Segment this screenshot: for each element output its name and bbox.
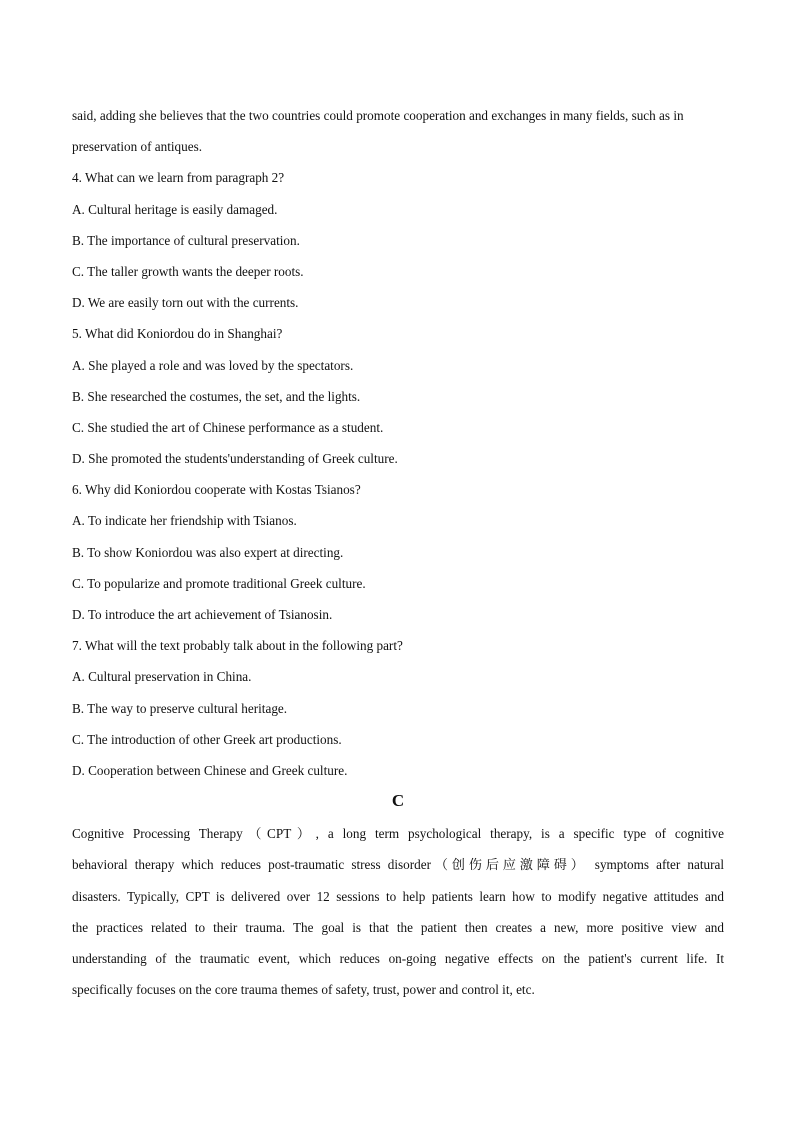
question-stem: 5. What did Koniordou do in Shanghai? bbox=[72, 326, 283, 342]
option-a: A. Cultural heritage is easily damaged. bbox=[72, 201, 278, 217]
question-5 bbox=[72, 318, 724, 474]
option-a: A. She played a role and was loved by the spectators. bbox=[72, 357, 354, 373]
paragraph-line: disasters. Typically, CPT is delivered over 12 sessions to help patients learn how to modify negative attitudes and bbox=[72, 888, 724, 904]
option-c: C. To popularize and promote traditional Greek culture. bbox=[72, 575, 366, 591]
option-c: C. She studied the art of Chinese performance as a student. bbox=[72, 419, 384, 435]
paragraph-line: Cognitive Processing Therapy（CPT）, a long term psychological therapy, is a specific type of cognitive bbox=[72, 826, 724, 842]
question-6 bbox=[72, 474, 724, 630]
paragraph-line: understanding of the traumatic event, which reduces on-going negative effects on the patient's current life. It bbox=[72, 950, 724, 966]
option-a: A. Cultural preservation in China. bbox=[72, 669, 252, 685]
option-d: D. She promoted the students'understanding of Greek culture. bbox=[72, 451, 398, 467]
paragraph-line: specifically focuses on the core trauma themes of safety, trust, power and control it, etc. bbox=[72, 982, 535, 998]
option-d: D. We are easily torn out with the currents. bbox=[72, 295, 299, 311]
document-page bbox=[72, 100, 724, 1005]
paragraph-line: behavioral therapy which reduces post-traumatic stress disorder（创伤后应激障碍） symptoms after natural bbox=[72, 857, 724, 873]
section-c-paragraph bbox=[72, 818, 724, 1005]
question-stem: 6. Why did Koniordou cooperate with Kostas Tsianos? bbox=[72, 482, 361, 498]
option-b: B. To show Koniordou was also expert at directing. bbox=[72, 544, 344, 560]
question-stem: 4. What can we learn from paragraph 2? bbox=[72, 170, 285, 186]
option-c: C. The introduction of other Greek art productions. bbox=[72, 731, 342, 747]
paragraph-line: the practices related to their trauma. The goal is that the patient then creates a new, more positive view and bbox=[72, 919, 724, 935]
intro-line: said, adding she believes that the two countries could promote cooperation and exchanges in many fields, such as in bbox=[72, 108, 684, 123]
question-stem: 7. What will the text probably talk about in the following part? bbox=[72, 638, 403, 654]
option-b: B. She researched the costumes, the set, and the lights. bbox=[72, 388, 361, 404]
intro-paragraph bbox=[72, 100, 724, 162]
question-4 bbox=[72, 162, 724, 318]
section-heading: C bbox=[391, 791, 405, 811]
question-7 bbox=[72, 630, 724, 786]
option-a: A. To indicate her friendship with Tsianos. bbox=[72, 513, 297, 529]
option-b: B. The way to preserve cultural heritage. bbox=[72, 700, 288, 716]
option-b: B. The importance of cultural preservation. bbox=[72, 232, 300, 248]
option-d: D. Cooperation between Chinese and Greek culture. bbox=[72, 762, 348, 778]
option-c: C. The taller growth wants the deeper roots. bbox=[72, 263, 304, 279]
option-d: D. To introduce the art achievement of Tsianosin. bbox=[72, 607, 333, 622]
intro-line: preservation of antiques. bbox=[72, 139, 203, 155]
